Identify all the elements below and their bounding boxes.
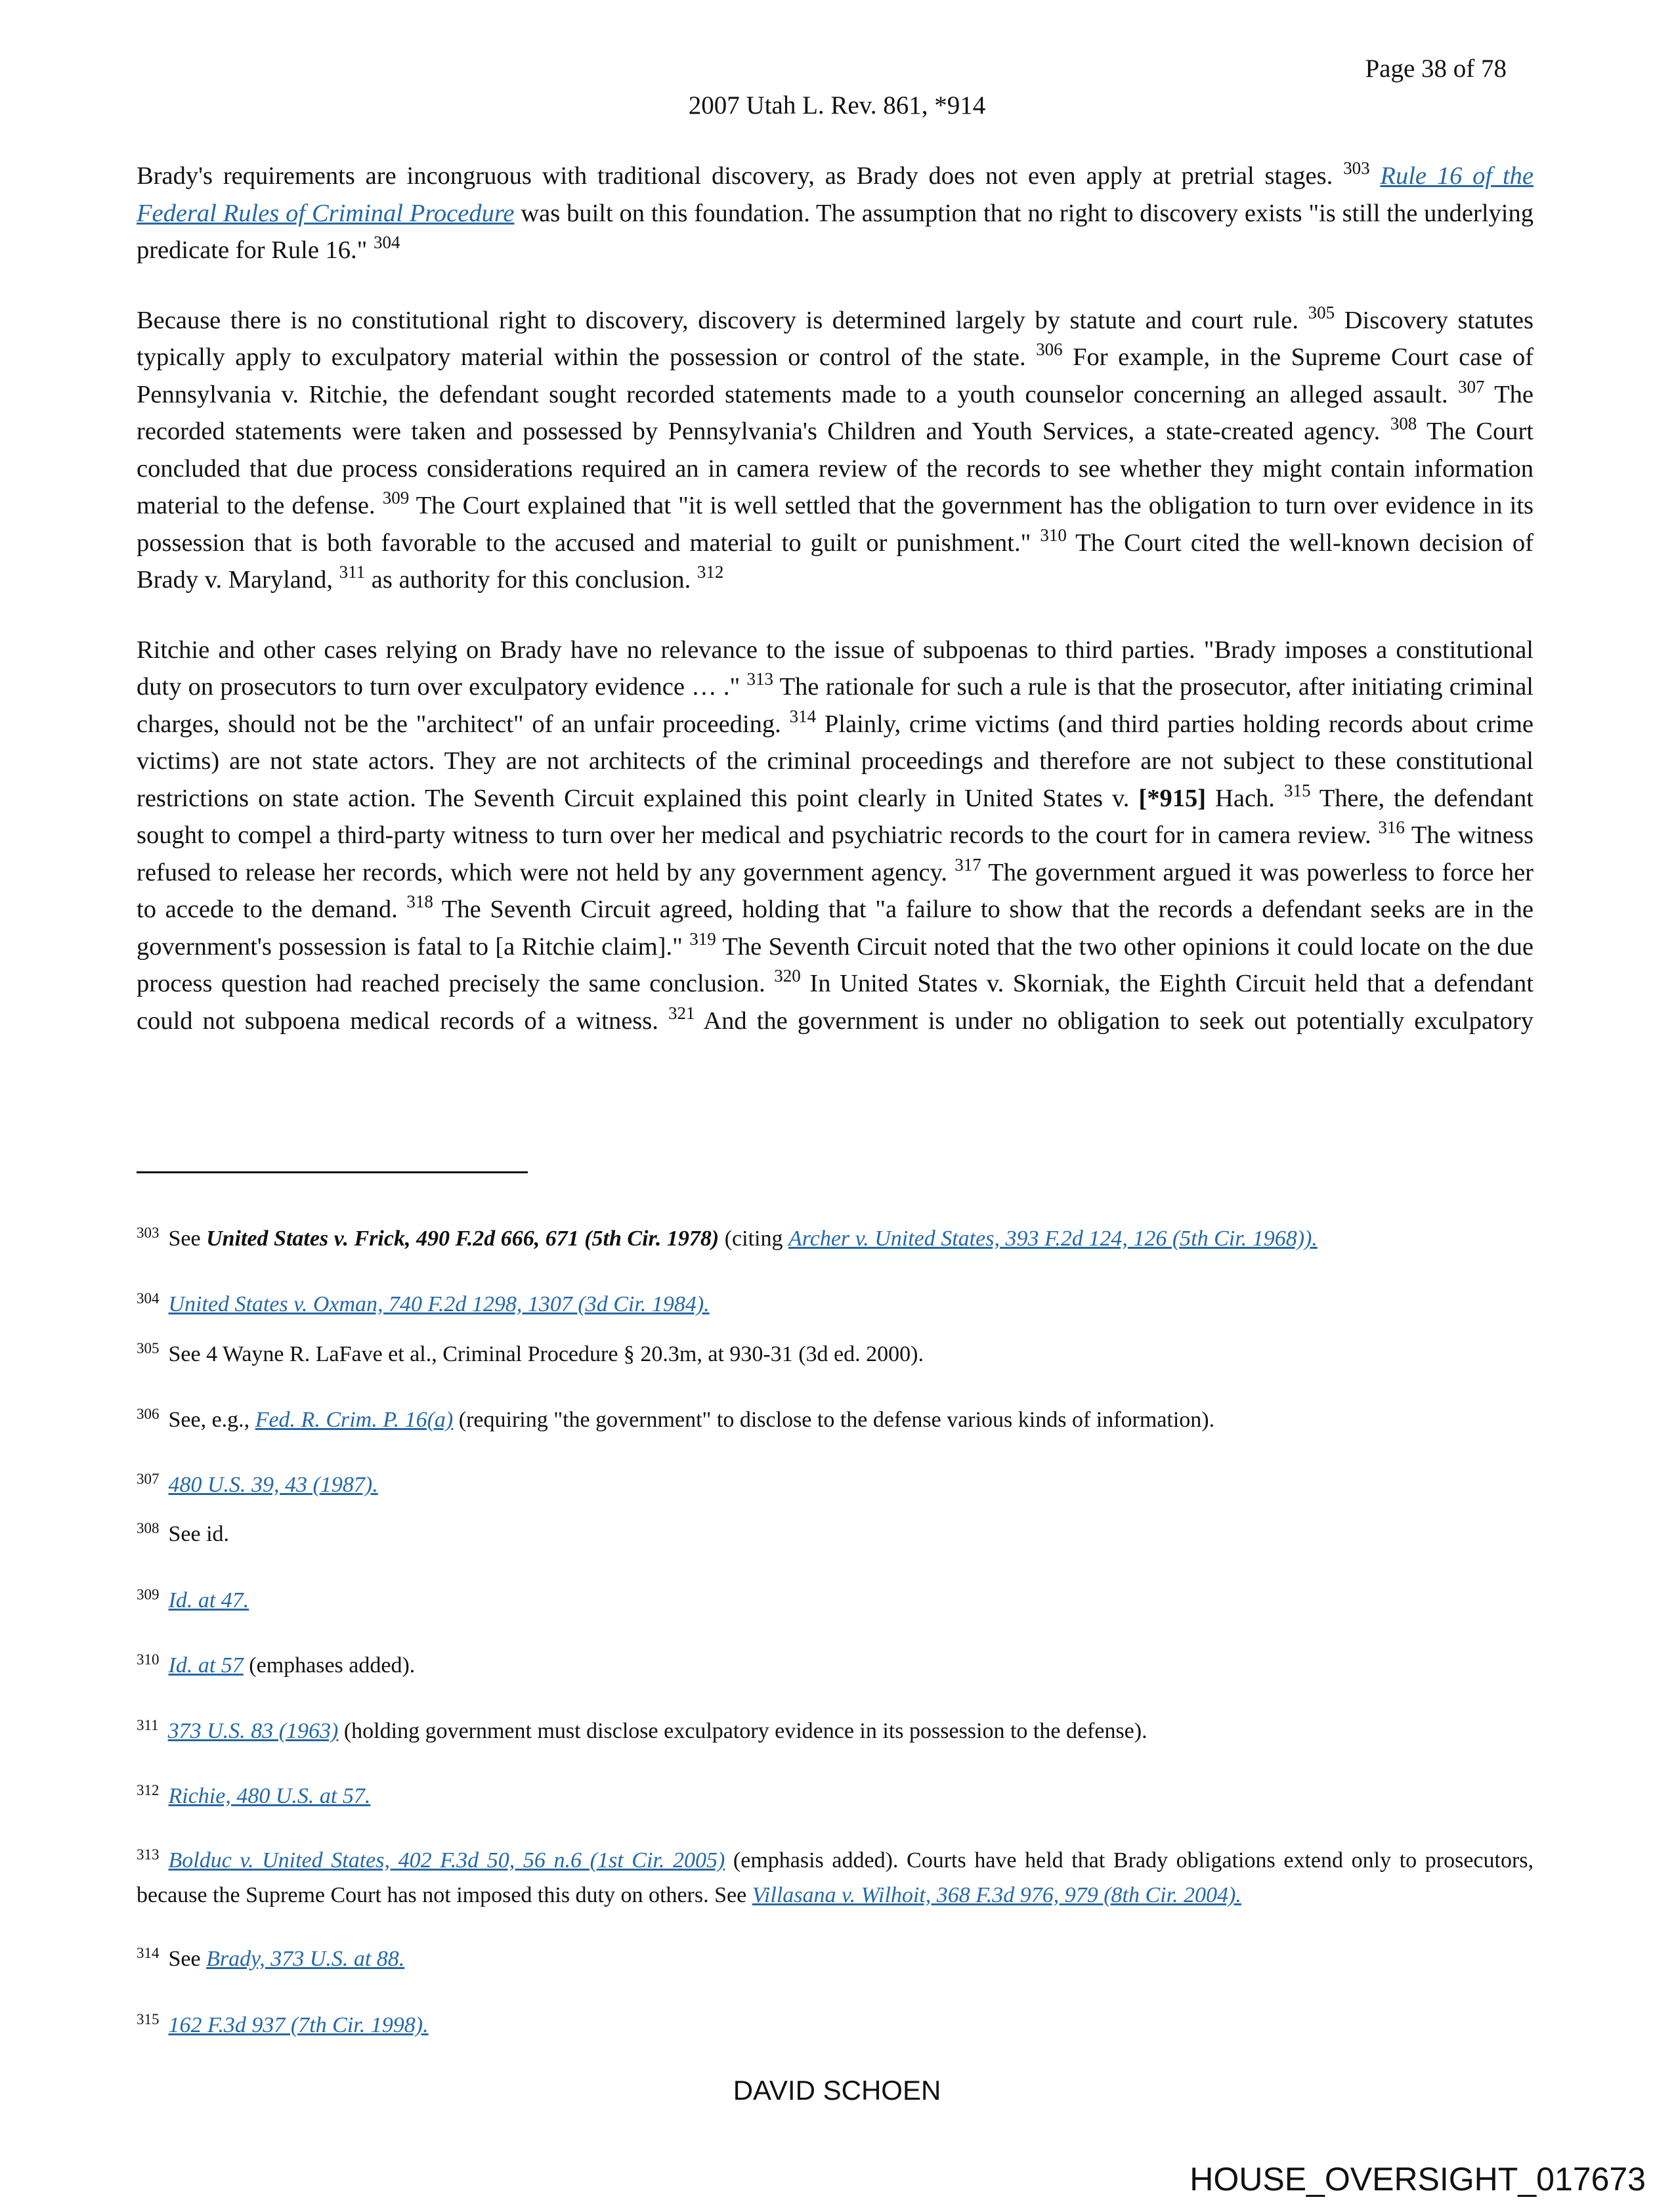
footnote-ref[interactable]: 318 [406, 892, 433, 911]
footnote-ref[interactable]: 315 [1283, 780, 1311, 800]
running-citation: 2007 Utah L. Rev. 861, *914 [688, 91, 986, 119]
footnote-ref[interactable]: 303 [1343, 158, 1370, 178]
star-page-marker: [*915] [1138, 784, 1207, 812]
citation-link[interactable]: 373 U.S. 83 (1963) [167, 1719, 339, 1743]
body-paragraph [137, 158, 1534, 269]
footnote-number: 310 [137, 1651, 160, 1668]
footnote [137, 1288, 1534, 1323]
citation-link[interactable]: Id. at 47. [168, 1588, 249, 1613]
text-run: And the government is under no obligation to seek out potentially exculpatory [695, 1007, 1534, 1035]
text-run: (emphasis added). Courts have held that Brady obligations extend only to prosecutors, because the Supreme Court has not imposed this duty on others. See [137, 1848, 1534, 1907]
text-run: Discovery statutes typically apply to exculpatory material within the possession or control of the state. [137, 306, 1534, 371]
footnote [137, 1469, 1534, 1504]
text-run: See, e.g., [168, 1408, 255, 1432]
text-run: The Court concluded that due process considerations required an in camera review of the records to see whether they might contain information material to the defense. [137, 418, 1534, 519]
footnote-ref[interactable]: 304 [374, 232, 400, 252]
text-run: See 4 Wayne R. LaFave et al., Criminal Procedure § 20.3m, at 930-31 (3d ed. 2000). [168, 1342, 924, 1366]
footnote [137, 2009, 1534, 2044]
footnote-number: 314 [137, 1945, 160, 1961]
body-paragraph [137, 302, 1534, 599]
footnote-divider [137, 1171, 528, 1173]
citation-link[interactable]: 480 U.S. 39, 43 (1987). [168, 1473, 378, 1497]
citation-link[interactable]: Brady, 373 U.S. at 88. [206, 1947, 405, 1971]
text-run: The government argued it was powerless to force her to accede to the demand. [137, 858, 1534, 923]
footnote [137, 1404, 1534, 1439]
text-run: (emphases added). [243, 1653, 416, 1678]
footnote-ref[interactable]: 305 [1308, 302, 1335, 322]
body-text [137, 158, 1534, 1072]
text-run [1370, 162, 1381, 190]
footnote-ref[interactable]: 313 [746, 669, 773, 689]
footnote-number: 308 [137, 1520, 160, 1536]
citation-link[interactable]: Archer v. United States, 393 F.2d 124, 126 (5th Cir. 1968)). [788, 1226, 1318, 1251]
footnote [137, 1649, 1534, 1684]
footnote-number: 306 [137, 1406, 160, 1422]
footnote-ref[interactable]: 319 [689, 928, 716, 949]
footnote-ref[interactable]: 317 [955, 854, 981, 875]
footnote [137, 1223, 1534, 1257]
citation-link[interactable]: United States v. Oxman, 740 F.2d 1298, 1307 (3d Cir. 1984). [168, 1292, 710, 1316]
citation-link[interactable]: Bolduc v. United States, 402 F.3d 50, 56 n.6 (1st Cir. 2005) [168, 1848, 725, 1873]
footnote-ref[interactable]: 312 [697, 562, 724, 582]
text-run: The rationale for such a rule is that the prosecutor, after initiating criminal charges, should not be the "architect" of an unfair proceeding. [137, 673, 1534, 738]
citation-link[interactable]: Richie, 480 U.S. at 57. [168, 1784, 371, 1808]
footnote [137, 1780, 1534, 1815]
footnote-ref[interactable]: 306 [1036, 339, 1063, 359]
footnote-number: 315 [137, 2011, 160, 2028]
footnote-number: 311 [137, 1717, 159, 1733]
text-run: Ritchie and other cases relying on Brady have no relevance to the issue of subpoenas to third parties. "Brady imposes a constitutional duty on prosecutors to turn over exculpatory evidence … ." [137, 636, 1534, 701]
footnote [137, 1338, 1534, 1373]
text-run: See [168, 1947, 207, 1971]
citation-link[interactable]: 162 F.3d 937 (7th Cir. 1998). [168, 2013, 429, 2037]
footnote [137, 1715, 1534, 1750]
text-run: (citing [719, 1226, 788, 1251]
case-citation: United States v. Frick, 490 F.2d 666, 671 (5th Cir. 1978) [206, 1226, 719, 1251]
footnote-ref[interactable]: 309 [382, 488, 410, 508]
text-run: (requiring "the government" to disclose to the defense various kinds of information). [453, 1408, 1215, 1432]
footnote-ref[interactable]: 314 [789, 706, 817, 726]
text-run: Brady's requirements are incongruous with traditional discovery, as Brady does not even apply at pretrial stages. [137, 162, 1344, 190]
footnote-ref[interactable]: 307 [1457, 376, 1485, 397]
bates-number: HOUSE_OVERSIGHT_017673 [1190, 2161, 1646, 2198]
footnote-ref[interactable]: 308 [1390, 414, 1417, 433]
text-run: Hach. [1206, 784, 1284, 812]
footnote-ref[interactable]: 320 [774, 966, 801, 986]
citation-link[interactable]: Id. at 57 [168, 1653, 244, 1678]
citation-link[interactable]: Fed. R. Crim. P. 16(a) [255, 1408, 454, 1432]
footnote-number: 307 [137, 1471, 160, 1487]
footer-author: DAVID SCHOEN [733, 2075, 941, 2106]
footnote [137, 1844, 1534, 1912]
text-run: See [168, 1226, 207, 1251]
text-run: The Seventh Circuit noted that the two other opinions it could locate on the due process question had reached precisely the same conclusion. [137, 932, 1534, 997]
footnote [137, 1943, 1534, 1978]
text-run: as authority for this conclusion. [365, 566, 697, 594]
footnote-number: 312 [137, 1782, 160, 1798]
text-run: The Court cited the well-known decision of Brady v. Maryland, [137, 529, 1534, 594]
text-run: There, the defendant sought to compel a third-party witness to turn over her medical and psychiatric records to the court for in camera review. [137, 784, 1534, 849]
footnote-number: 309 [137, 1586, 160, 1603]
body-paragraph [137, 632, 1534, 1040]
text-run: The recorded statements were taken and possessed by Pennsylvania's Children and Youth Services, a state-created agency. [137, 380, 1534, 445]
text-run: The Seventh Circuit agreed, holding that "a failure to show that the records a defendant seeks are in the government's possession is fatal to [a Ritchie claim]." [137, 896, 1534, 961]
text-run: Because there is no constitutional right to discovery, discovery is determined largely by statute and court rule. [137, 306, 1308, 334]
citation-link[interactable]: Rule 16 of the Federal Rules of Criminal Procedure [137, 162, 1534, 227]
text-run: The witness refused to release her records, which were not held by any government agency. [137, 821, 1534, 886]
text-run: The Court explained that "it is well settled that the government has the obligation to turn over evidence in its possession that is both favorable to the accused and material to guilt or punishment." [137, 492, 1534, 557]
text-run: In United States v. Skorniak, the Eighth Circuit held that a defendant could not subpoena medical records of a witness. [137, 970, 1534, 1035]
footnote-number: 303 [137, 1225, 160, 1241]
citation-link[interactable]: Villasana v. Wilhoit, 368 F.3d 976, 979 (8th Cir. 2004). [752, 1883, 1241, 1907]
footnote-number: 313 [137, 1846, 160, 1863]
footnote-number: 304 [137, 1290, 160, 1307]
text-run: See id. [168, 1522, 230, 1546]
text-run: was built on this foundation. The assumption that no right to discovery exists "is still the underlying predicate for Rule 16." [137, 199, 1534, 264]
footnote [137, 1518, 1534, 1553]
footnote-ref[interactable]: 316 [1378, 817, 1405, 837]
footnote-ref[interactable]: 321 [668, 1003, 695, 1023]
text-run: Plainly, crime victims (and third parties holding records about crime victims) are not state actors. They are not architects of the criminal proceedings and therefore are not subject to these constitutional restrictions on state action. The Seventh Circuit explained this point clearly in United States v. [137, 710, 1534, 812]
page-number: Page 38 of 78 [1365, 54, 1507, 83]
footnote-ref[interactable]: 310 [1040, 525, 1067, 545]
footnote [137, 1584, 1534, 1619]
footnote-ref[interactable]: 311 [339, 562, 366, 582]
footnote-number: 305 [137, 1340, 160, 1356]
text-run: For example, in the Supreme Court case of Pennsylvania v. Ritchie, the defendant sought recorded statements made to a youth counselor concerning an alleged assault. [137, 343, 1534, 408]
text-run: (holding government must disclose exculpatory evidence in its possession to the defense). [338, 1719, 1148, 1743]
